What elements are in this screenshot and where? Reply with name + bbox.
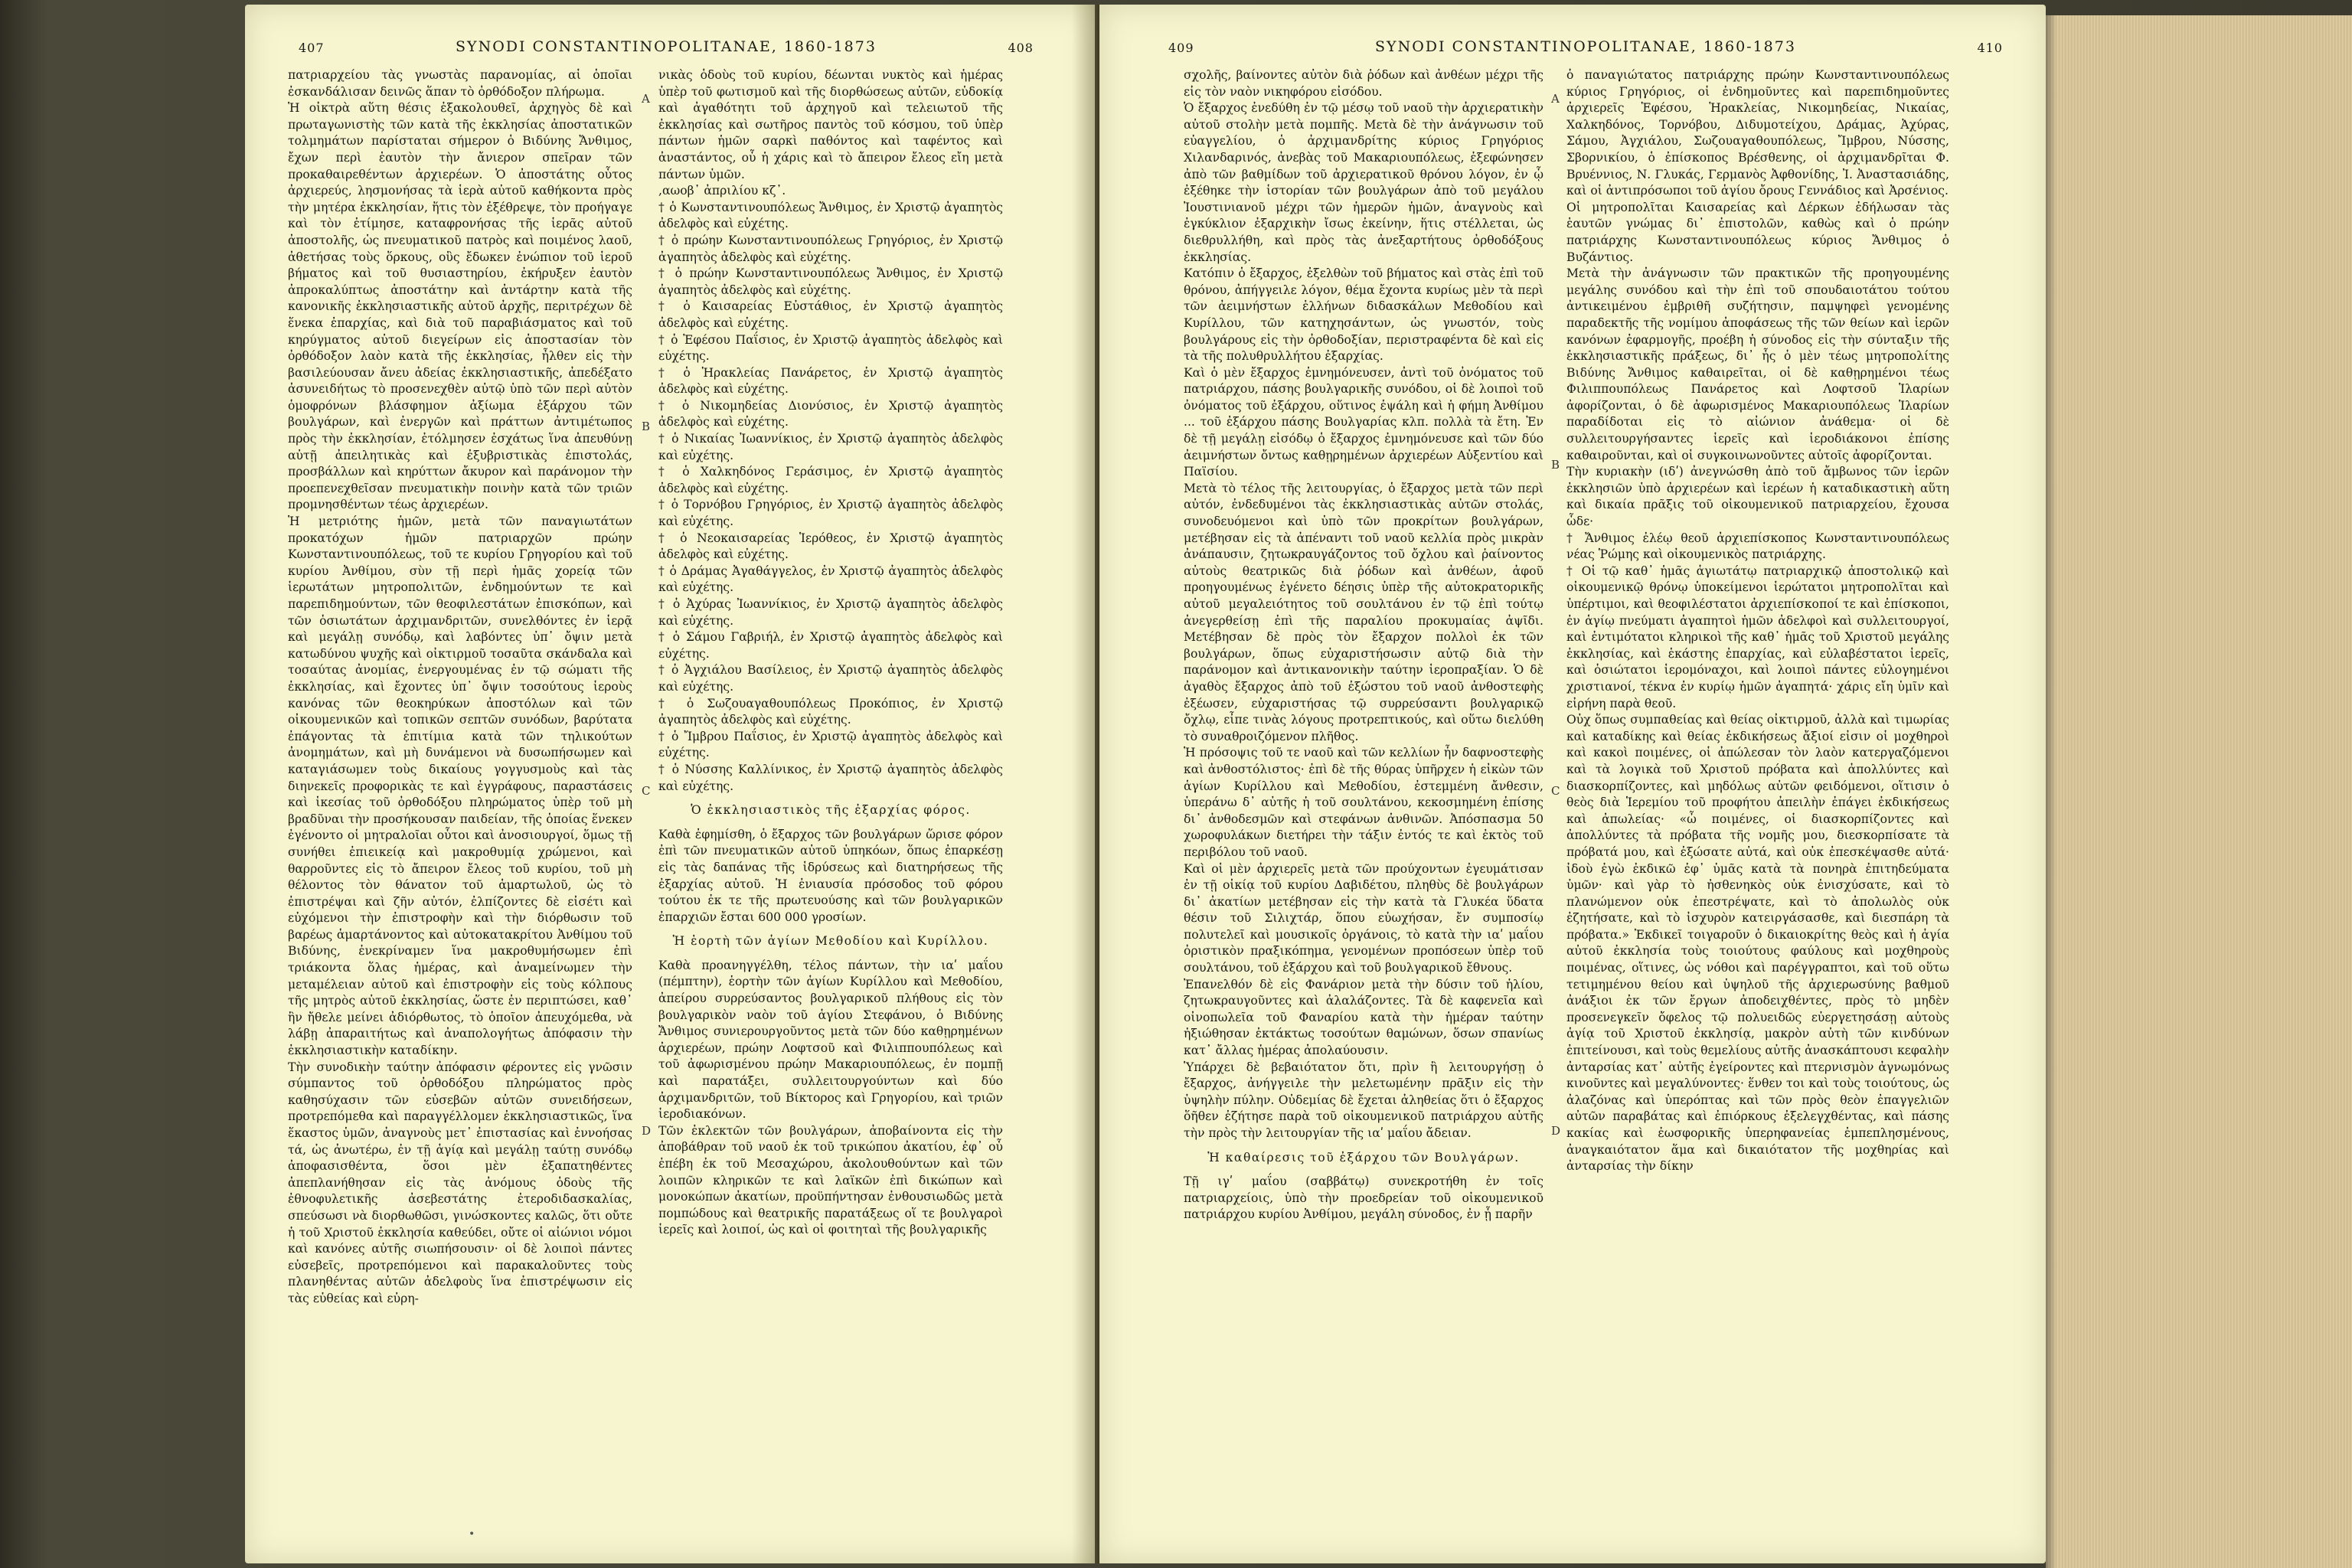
paragraph: Καθὰ ἐφημίσθη, ὁ ἔξαρχος τῶν βουλγάρων ὥρισε φόρον ἐπὶ τῶν πνευματικῶν αὐτοῦ ὑπηκόων, ὅπως ἐπαρκέσῃ εἰς τὰς δαπάνας τῆς ἱδρύσεως καὶ διατηρήσεως τῆς ἐξαρχίας αὐτοῦ. Ἡ ἐνιαυσία πρόσοδος τοῦ φόρου τούτου ἐκ τε τῆς πρωτευούσης καὶ τῶν βουλγαρικῶν ἐπαρχιῶν ἔσται 600 000 γροσίων.	[658, 827, 1003, 924]
page-number: 410	[1977, 41, 2003, 55]
margin-letter: A	[1551, 92, 1560, 106]
text-column	[658, 67, 1003, 1239]
text-column: πατριαρχείου τὰς γνωστὰς παρανομίας, αἱ ὁποῖαι ἐσκανδάλισαν δεινῶς ἅπαν τὸ ὀρθόδοξον πλήρωμα. Ἡ οἰκτρὰ αὕτη θέσις ἐξακολουθεῖ, ἀρχηγὸς δὲ καὶ πρωταγωνιστὴς τῶν κατὰ τῆς ἐκκλησίας ἀποστατικῶν τολμημάτων παρίσταται σήμερον ὁ Βιδύνης Ἄνθιμος, ἔχων περὶ ἑαυτὸν τὴν ἄνιερον σπεῖραν τῶν προκαθαιρεθέντων ἀρχιερέων. Ὁ ἀποστάτης οὗτος ἀρχιερεύς, λησμονήσας τὰ ἱερὰ αὐτοῦ καθήκοντα πρὸς τὴν μητέρα ἐκκλησίαν, ἥτις τὸν ἐξέθρεψε, τὸν προήγαγε καὶ τὸν ἐτίμησε, καταφρονήσας τῆς ἱερᾶς αὐτοῦ ἀποστολῆς, ὡς πνευματικοῦ πατρὸς καὶ ποιμένος λαοῦ, ἀθετήσας τοὺς ὅρκους, οὓς ἔδωκεν ἐνώπιον τοῦ ἱεροῦ βήματος καὶ τοῦ θυσιαστηρίου, ἐκήρυξεν ἑαυτὸν ἀπροκαλύπτως ἀποστάτην καὶ ἀντάρτην κατὰ τῆς κανονικῆς ἐκκλησιαστικῆς αὐτοῦ ἀρχῆς, περιτρέχων δὲ ἕνεκα ἐπαρχίας, καὶ διὰ τοῦ παραβιάσματος καὶ τοῦ κηρύγματος αὐτοῦ διεγείρων εἰς ἀποστασίαν τὸν ὀρθόδοξον λαὸν κατὰ τῆς ἐκκλησίας, ἦλθεν εἰς τὴν βασιλεύουσαν ἄνευ ἀδείας ἐκκλησιαστικῆς, ἀπεδέξατο ἀσυνειδήτως τὸ προσενεχθὲν αὐτῷ ὑπὸ τῶν περὶ αὐτὸν ὁμοφρόνων βλάσφημον ἀξίωμα ἐξάρχου τῶν βουλγάρων, καὶ ἐνεργῶν καὶ πράττων ἀντιμέτωπος πρὸς τὴν ἐκκλησίαν, ἐτόλμησεν ἐσχάτως ἵνα ἀπευθύνῃ αὐτῇ ἀπειλητικὰς καὶ ἐξυβριστικὰς ἐπιστολάς, προσβάλλων καὶ κηρύττων ἄκυρον καὶ παράνομον τὴν προεπενεχθεῖσαν πνευματικὴν ποινὴν κατὰ τῶν τριῶν προμνησθέντων τέως ἀρχιερέων. Ἡ μετριότης ἡμῶν, μετὰ τῶν παναγιωτάτων προκατόχων ἡμῶν πατριαρχῶν πρώην Κωνσταντινουπόλεως, τοῦ τε κυρίου Γρηγορίου καὶ τοῦ κυρίου Ἀνθίμου, σὺν τῇ περὶ ἡμᾶς χορείᾳ τῶν ἱερωτάτων μητροπολιτῶν, ἐνδημούντων τε καὶ παρεπιδημούντων, τῶν θεοφιλεστάτων ἐπισκόπων, καὶ τῶν ὁσιωτάτων ἀρχιμανδριτῶν, συνελθόντες ἐν ἱερᾷ καὶ μεγάλῃ συνόδῳ, καὶ λαβόντες ὑπ᾽ ὄψιν μετὰ κατωδύνου ψυχῆς καὶ οἰκτιρμοῦ τοσαῦτα σκάνδαλα καὶ τοσαύτας ἀνομίας, ἐνεργουμένας ἐν τῷ σώματι τῆς ἐκκλησίας, καὶ ἔχοντες ὑπ᾽ ὄψιν τοσούτους ἱεροὺς κανόνας τῶν θεοκηρύκων ἀποστόλων καὶ τῶν οἰκουμενικῶν καὶ τοπικῶν σεπτῶν συνόδων, βαρύτατα ἐπάγοντας τὰ ἐπιτίμια κατὰ τῶν τηλικούτων ἀνομημάτων, καὶ μὴ δυνάμενοι νὰ δυσωπήσωμεν καὶ καταγιάσωμεν τοὺς δικαίους γογγυσμοὺς καὶ τὰς διηνεκεῖς προφορικὰς τε καὶ ἐγγράφους, παραστάσεις καὶ ἱκεσίας τοῦ ὀρθοδόξου πληρώματος ὑπὲρ τοῦ μὴ βραδῦναι τὴν προσήκουσαν παιδείαν, τῆς ὁποίας ἕνεκεν ἐγένοντο οἱ μητραλοῖαι οὗτοι καὶ ἀνοσιουργοί, ὅμως τῇ συνήθει ἐπιεικείᾳ καὶ μακροθυμίᾳ χρώμενοι, καὶ θαρροῦντες εἰς τὸ ἄπειρον ἔλεος τοῦ κυρίου, τοῦ μὴ θέλοντος τὸν θάνατον τοῦ ἁμαρτωλοῦ, ὡς τὸ ἐπιστρέψαι καὶ ζῆν αὐτόν, ἐλπίζοντες δὲ εἰσέτι καὶ εὐχόμενοι τὴν ἐπιστροφὴν καὶ τὴν διόρθωσιν τοῦ βαρέως ἁμαρτάνοντος καὶ αὐτοκατακρίτου Ἀνθίμου τοῦ Βιδύνης, ἐνεκρίναμεν ἵνα μακροθυμήσωμεν ἐπὶ τριάκοντα ὅλας ἡμέρας, καὶ ἀναμείνωμεν τὴν μεταμέλειαν αὐτοῦ καὶ ἐπιστροφὴν εἰς τοὺς κόλπους τῆς μητρὸς αὐτοῦ ἐκκλησίας, ὥστε ἐν περιπτώσει, καθ᾽ ἣν ἤθελε μείνει ἀδιόρθωτος, τὸ ὁποῖον ἀπευχόμεθα, νὰ λάβῃ ἀπαραιτήτως καὶ ἀναπολογήτως ἀπόφασιν τὴν ἐκκλησιαστικὴν καταδίκην. Τὴν συνοδικὴν ταύτην ἀπόφασιν φέροντες εἰς γνῶσιν σύμπαντος τοῦ ὀρθοδόξου πληρώματος πρὸς καθησύχασιν τῶν εὐσεβῶν αὐτῶν συνειδήσεων, προτρεπόμεθα καὶ παραγγέλλομεν ἐκκλησιαστικῶς, ἵνα ἕκαστος ὑμῶν, ἀναγνοὺς μετ᾽ ἐπιστασίας καὶ ἐννοήσας τά, ὡς ἀνωτέρω, ἐν τῇ ἁγίᾳ καὶ μεγάλῃ ταύτῃ συνόδῳ ἀποφασισθέντα, ὅσοι μὲν ἐξαπατηθέντες ἀπεπλανήθησαν εἰς τὰς ἀνόμους ὁδοὺς τῆς ἐθνοφυλετικῆς ἀσεβεστάτης ἑτεροδιδασκαλίας, σπεύσωσι νὰ διορθωθῶσι, γινώσκοντες καλῶς, ὅτι οὔτε ἡ τοῦ Χριστοῦ ἐκκλησία καθεύδει, οὔτε οἱ αἰώνιοι νόμοι καὶ κανόνες αὐτῆς σιωπήσουσιν· οἱ δὲ λοιποὶ πάντες εὐσεβεῖς, προτρεπόμενοι καὶ παρακαλοῦντες τοὺς πλανηθέντας αὐτῶν ἀδελφοὺς ἵνα ἐπιστρέψωσιν εἰς τὰς εὐθείας καὶ εὐρη-	[288, 68, 632, 1305]
page-number: 408	[1008, 41, 1034, 55]
paragraph: σχολῆς, βαίνοντες αὐτὸν διὰ ῥόδων καὶ ἀνθέων μέχρι τῆς εἰς τὸν ναὸν νικηφόρου εἰσόδου. Ὁ ἔξαρχος ἐνεδύθη ἐν τῷ μέσῳ τοῦ ναοῦ τὴν ἀρχιερατικὴν αὐτοῦ στολὴν μετὰ πομπῆς. Μετὰ δὲ τὴν ἀνάγνωσιν τοῦ εὐαγγελίου, ὁ ἀρχιμανδρίτης κύριος Γρηγόριος Χιλανδαρινός, ἀνεβὰς τοῦ Μακαριουπόλεως, ἐξεφώνησεν ἀπὸ τῶν βαθμίδων τοῦ ἀρχιερατικοῦ θρόνου λόγον, ἐν ᾧ ἐξέθηκε τὴν ἱστορίαν τῶν βουλγάρων ἀπὸ τοῦ μεγάλου Ἰουστινιανοῦ μέχρι τῶν ἡμερῶν ἡμῶν, ἀναγνοὺς καὶ ἐγκύκλιον ἐξαρχικὴν ἴσως ἐκείνην, ἥτις στέλλεται, ὡς διεθρυλλήθη, καὶ πρὸς τὰς ἀνεξαρτήτους ὀρθοδόξους ἐκκλησίας. Κατόπιν ὁ ἔξαρχος, ἐξελθὼν τοῦ βήματος καὶ στὰς ἐπὶ τοῦ θρόνου, ἀπήγγειλε λόγον, θέμα ἔχοντα κυρίως μὲν τὰ περὶ τῶν ἀειμνήστων ἑλλήνων διδασκάλων Μεθοδίου καὶ Κυρίλλου, τῶν κατηχησάντων, ὡς γνωστόν, τοὺς βουλγάρους εἰς τὴν ὀρθοδοξίαν, περιστραφέντα δὲ καὶ εἰς τὰ τῆς πολυθρυλλήτου ἐξαρχίας. Καὶ ὁ μὲν ἔξαρχος ἐμνημόνευσεν, ἀντὶ τοῦ ὀνόματος τοῦ πατριάρχου, πάσης βουλγαρικῆς συνόδου, οἱ δὲ λοιποὶ τοῦ ὀνόματος τοῦ ἐξάρχου, οὕτινος ἐψάλη καὶ ἡ φήμη Ἀνθίμου ... τοῦ ἐξάρχου πάσης Βουλγαρίας κλπ. πολλὰ τὰ ἔτη. Ἐν δὲ τῇ μεγάλῃ εἰσόδῳ ὁ ἔξαρχος ἐμνημόνευσε καὶ τῶν δύο ἀειμνήστων ὄντως καθῃρημένων ἀρχιερέων Αὐξεντίου καὶ Παϊσίου. Μετὰ τὸ τέλος τῆς λειτουργίας, ὁ ἔξαρχος μετὰ τῶν περὶ αὐτόν, ἐνδεδυμένοι τὰς ἐκκλησιαστικὰς αὐτῶν στολάς, συνοδευόμενοι καὶ ὑπὸ τῶν προκρίτων βουλγάρων, μετέβησαν εἰς τὰ ἀπέναντι τοῦ ναοῦ κελλία πρὸς μικρὰν ἀνάπαυσιν, ζητωκραυγάζοντος τοῦ ὄχλου καὶ ῥαίνοντος αὐτοὺς θεατρικῶς διὰ ῥόδων καὶ ἀνθέων, ἀφοῦ προηγουμένως ἐγένετο δέησις ὑπὲρ τῆς αὐτοκρατορικῆς αὐτοῦ μεγαλειότητος τοῦ σουλτάνου ἐν τῷ ἐπὶ τούτῳ ἀνεγερθείσῃ ἐπὶ τῆς παραλίου προκυμαίας ἀψῖδι. Μετέβησαν δὲ πρὸς τὸν ἔξαρχον πολλοὶ ἐκ τῶν βουλγάρων, ὅπως εὐχαριστήσωσιν αὐτῷ διὰ τὴν παράνομον καὶ ἀντικανονικὴν ταύτην ἱεροπραξίαν. Ὁ δὲ ἀγαθὸς ἔξαρχος ἀπὸ τοῦ ἐξώστου τοῦ ναοῦ ἀνθοστεφὴς ἐξέωσεν, εὐχαριστήσας τῷ συρρεύσαντι βουλγαρικῷ ὄχλῳ, εἶπε τινὰς λόγους προτρεπτικούς, καὶ οὕτω διελύθη τὸ συναθροιζόμενον πλῆθος. Ἡ πρόσοψις τοῦ τε ναοῦ καὶ τῶν κελλίων ἦν δαφνοστεφὴς καὶ ἀνθοστόλιστος· ἐπὶ δὲ τῆς θύρας ὑπῆρχεν ἡ εἰκὼν τῶν ἁγίων Κυρίλλου καὶ Μεθοδίου, ἐστεμμένη ἄνθεσιν, ὑπεράνω δ᾽ αὐτῆς ἡ τοῦ σουλτάνου, κεκοσμημένη ἐπίσης δι᾽ ἀνθοδεσμῶν καὶ στεφάνων ἀνθινῶν. Ἀπόσπασμα 50 χωροφυλάκων διετήρει τὴν τάξιν ἐντός τε καὶ ἐκτὸς τοῦ περιβόλου τοῦ ναοῦ. Καὶ οἱ μὲν ἀρχιερεῖς μετὰ τῶν προύχοντων ἐγευμάτισαν ἐν τῇ οἰκίᾳ τοῦ κυρίου Δαβιδέτου, πληθὺς δὲ βουλγάρων δι᾽ ἀκατίων μετέβησαν εἰς τὴν κατὰ τὰ Γλυκέα ὕδατα θέσιν τοῦ Σιλιχτάρ, ὅπου εὐωχήσαν, ἔν συμποσίῳ πολυτελεῖ καὶ μουσικοῖς ὀργάνοις, τὸ κατὰ τὴν ιαʹ μαΐου ὀριστικὸν πραξικόπημα, γενομένων προπόσεων ὑπὲρ τοῦ σουλτάνου, τοῦ ἐξάρχου καὶ τοῦ βουλγαρικοῦ ἔθνους. Ἐπανελθόν δὲ εἰς Φανάριον μετὰ τὴν δύσιν τοῦ ἡλίου, ζητωκραυγοῦντες καὶ ἀλαλάζοντες. Τὰ δὲ καφενεῖα καὶ οἰνοπωλεῖα τοῦ Φαναρίου κατὰ τὴν ἡμέραν ταύτην ἠξιώθησαν ἐκτάκτως τοσούτων θαμώνων, ὅσων σπανίως κατ᾽ ἄλλας ἡμέρας ἀπολαύουσιν. Ὑπάρχει δὲ βεβαιότατον ὅτι, πρὶν ἢ λειτουργήσῃ ὁ ἔξαρχος, ἀνήγγειλε τὴν μελετωμένην πρᾶξιν εἰς τὴν ὑψηλὴν πύλην. Οὐδεμίας δὲ ἔχεται ἀληθείας ὅτι ὁ ἔξαρχος ὅῆθεν ἐζήτησε παρὰ τοῦ οἰκουμενικοῦ πατριάρχου αὐτῆς τὴν πρὸς τὴν λειτουργίαν τῆς ιαʹ μαΐου ἄδειαν.	[1184, 68, 1544, 1140]
margin-letter: D	[1551, 1124, 1561, 1138]
right-page	[1099, 5, 2046, 1563]
margin-letter: C	[642, 784, 651, 798]
text-column: ὁ παναγιώτατος πατριάρχης πρώην Κωνσταντινουπόλεως κύριος Γρηγόριος, οἱ ἐνδημοῦντες καὶ παρεπιδημοῦντες ἀρχιερεῖς Ἐφέσου, Ἡρακλείας, Νικομηδείας, Νικαίας, Χαλκηδόνος, Τορνόβου, Διδυμοτείχου, Δράμας, Ἀχύρας, Σάμου, Ἀγχιάλου, Σωζουαγαθουπόλεως, Ἴμβρου, Νύσσης, Σβορνικίου, ὁ ἐπίσκοπος Βρέσθενης, οἱ ἀρχιμανδρῖται Φ. Βρυέννιος, Ν. Γλυκάς, Γερμανὸς Ἀφθονίδης, Ἰ. Ἀναστασιάδης, καὶ οἱ ἀντιπρόσωποι τοῦ ἁγίου ὄρους Γεννάδιος καὶ Ἀρσένιος. Οἱ μητροπολῖται Καισαρείας καὶ Δέρκων ἐδήλωσαν τὰς ἑαυτῶν γνώμας δι᾽ ἐπιστολῶν, καθὼς καὶ ὁ πρώην πατριάρχης Κωνσταντινουπόλεως κύριος Ἄνθιμος ὁ Βυζάντιος. Μετὰ τὴν ἀνάγνωσιν τῶν πρακτικῶν τῆς προηγουμένης μεγάλης συνόδου καὶ τὴν ἐπὶ τοῦ σπουδαιοτάτου τούτου ἀντικειμένου ἐμβριθῆ συζήτησιν, παμψηφεὶ γενομένης παραδεκτῆς τῆς νομίμου ἀποφάσεως τῆς τῶν θείων καὶ ἱερῶν κανόνων ἐφαρμογῆς, προέβη ἡ σύνοδος εἰς τὴν σύνταξιν τῆς ἐκκλησιαστικῆς πράξεως, δι᾽ ἧς ὁ μὲν τέως μητροπολίτης Βιδύνης Ἄνθιμος καθαιρεῖται, οἱ δὲ καθῃρημένοι τέως Φιλιππουπόλεως Πανάρετος καὶ Λοφτσοῦ Ἱλαρίων ἀφορίζονται, ὁ δὲ ἀφωρισμένος Μακαριουπόλεως Ἱλαρίων παραδίδοται εἰς τὸ αἰώνιον ἀνάθεμα· οἱ δὲ συλλειτουργήσαντες ἱερεῖς καὶ ἱεροδιάκονοι ἐπίσης καθαιροῦνται, καὶ οἱ συγκοινωνοῦντες αὐτοῖς ἀφορίζονται. Τὴν κυριακὴν (ιδʹ) ἀνεγνώσθη ἀπὸ τοῦ ἄμβωνος τῶν ἱερῶν ἐκκλησιῶν ὑπὸ ἀρχιερέων καὶ ἱερέων ἡ καταδικαστικὴ αὕτη καὶ δικαία πρᾶξις τοῦ οἰκουμενικοῦ πατριαρχείου, ἔχουσα ὧδε· † Ἄνθιμος ἐλέῳ θεοῦ ἀρχιεπίσκοπος Κωνσταντινουπόλεως νέας Ῥώμης καὶ οἰκουμενικὸς πατριάρχης. † Οἱ τῷ καθ᾽ ἡμᾶς ἁγιωτάτῳ πατριαρχικῷ ἀποστολικῷ καὶ οἰκουμενικῷ θρόνῳ ὑποκείμενοι ἱερώτατοι μητροπολῖται καὶ ὑπέρτιμοι, καὶ θεοφιλέστατοι ἀρχιεπίσκοποί τε καὶ ἐπίσκοποι, ἐν ἁγίῳ πνεύματι ἀγαπητοὶ ἡμῶν ἀδελφοὶ καὶ συλλειτουργοί, καὶ ἐντιμότατοι κληρικοὶ τῆς καθ᾽ ἡμᾶς τοῦ Χριστοῦ μεγάλης ἐκκλησίας, καὶ ἑκάστης ἐπαρχίας, καὶ εὐλαβέστατοι ἱερεῖς, καὶ ὁσιώτατοι ἱερομόναχοι, καὶ λοιποὶ πάντες εὐλογημένοι χριστιανοί, τέκνα ἐν κυρίῳ ἡμῶν ἀγαπητά· χάρις εἴη ὑμῖν καὶ εἰρήνη παρὰ θεοῦ. Οὐχ ὅπως συμπαθείας καὶ θείας οἰκτιρμοῦ, ἀλλὰ καὶ τιμωρίας καὶ καταδίκης καὶ θείας ἐκδικήσεως ἄξιοί εἰσιν οἱ μοχθηροὶ καὶ κακοὶ ποιμένες, οἱ ἀπώλεσαν τὸν λαὸν κατεργαζόμενοι καὶ τὰ λογικὰ τοῦ Χριστοῦ πρόβατα καὶ ἀπολλύντες καὶ διασκορπίζοντες, καὶ μηδόλως αὐτῶν φειδόμενοι, οἵτισιν ὁ θεὸς διὰ Ἱερεμίου τοῦ προφήτου ἀπειλὴν ἐπάγει ἐκδικήσεως καὶ ἀπωλείας· «ὦ ποιμένες, οἱ διασκορπίζοντες καὶ ἀπολλύντες τὰ πρόβατα τῆς νομῆς μου, διεσκορπίσατε τὰ πρόβατά μου, καὶ ἐξώσατε αὐτά, καὶ οὐκ ἐπεσκέψασθε αὐτά· ἰδοὺ ἐγὼ ἐκδικῶ ἐφ᾽ ὑμᾶς κατὰ τὰ πονηρὰ ἐπιτηδεύματα ὑμῶν· καὶ γὰρ τὸ ἠσθενηκὸς οὐκ ἐνισχύσατε, καὶ τὸ πλανώμενον οὐκ ἐπεστρέψατε, καὶ τὸ ἀπολωλὸς οὐκ ἐζητήσατε, καὶ τὸ ἰσχυρὸν κατειργάσασθε, καὶ διεσπάρη τὰ πρόβατα.» Ἐκδικεῖ τοιγαροῦν ὁ δικαιοκρίτης θεὸς καὶ ἡ ἁγία αὐτοῦ ἐκκλησία τοὺς τοιούτους φαύλους καὶ μοχθηροὺς ποιμένας, οἵτινες, ὡς νόθοι καὶ παρέγγραπτοι, καὶ τοῦ οὕτω τετιμημένου θείου καὶ ὑψηλοῦ τῆς ἀρχιερωσύνης βαθμοῦ ἀνάξιοι ἐκ τῶν ἔργων ἀποδειχθέντες, πρὸς τὸ μηδὲν προσενεγκεῖν ὄφελος τῷ πολυειδῶς εὐεργετησάσῃ αὐτοὺς ἁγίᾳ τοῦ Χριστοῦ ἐκκλησίᾳ, μακρὸν αὐτὴ τῶν κινδύνων ἐπιτείνουσι, καὶ τοὺς θεμελίους αὐτῆς ἀνασκάπτουσι κεφαλὴν ἀνταρσίας κατ᾽ αὐτῆς ἐγείροντες καὶ πτερνισμὸν ἀγνωμόνως κινοῦντες καὶ μεγαλύνοντες· ἕνθεν τοι καὶ τοὺς τοιούτους, ὡς ἀλαζόνας καὶ ὑπερόπτας καὶ τῶν πρὸς θεὸν ἐπαγγελιῶν αὐτῶν παραβάτας καὶ ἐπιόρκους ἐξελεγχθέντας, καὶ πάσης κακίας καὶ ἐωσφορικῆς ὑπερηφανείας ἐμπεπλησμένους, ἀναγκαιότατον ἅμα καὶ δικαιότατον τῆς μοχθηρίας καὶ ἀνταρσίας τὴν δίκην	[1566, 68, 1949, 1174]
margin-letter: C	[1551, 784, 1560, 798]
paragraph: Καθὰ προανηγγέλθη, τέλος πάντων, τὴν ιαʹ μαΐου (πέμπτην), ἑορτὴν τῶν ἁγίων Κυρίλλου καὶ Μεθοδίου, ἀπείρου συρρεύσαντος βουλγαρικοῦ πλήθους εἰς τὸν βουλγαρικὸν ναὸν τοῦ ἁγίου Στεφάνου, ὁ Βιδύνης Ἄνθιμος συνιερουργοῦντος μετὰ τῶν δύο καθῃρημένων ἀρχιερέων, πρώην Λοφτσοῦ καὶ Φιλιππουπόλεως καὶ τοῦ ἀφωρισμένου πρώην Μακαριουπόλεως, ἐν πομπῇ καὶ παρατάξει, συλλειτουργούντων καὶ δύο ἀρχιμανδριτῶν, τοῦ Βίκτορος καὶ Γρηγορίου, καὶ τριῶν ἱεροδιακόνων. Τῶν ἐκλεκτῶν τῶν βουλγάρων, ἀποβαίνοντα εἰς τὴν ἀποβάθραν τοῦ ναοῦ ἐκ τοῦ τρικώπου ἀκατίου, ἐφ᾽ οὗ ἐπέβη ἐκ τοῦ Μεσαχώρου, ἀκολουθούντων καὶ τῶν λοιπῶν κληρικῶν τε καὶ λαϊκῶν ἐπὶ δικώπων καὶ μονοκώπων ἀκατίων, προϋπήντησαν ἐνθουσιωδῶς μετὰ πομπώδους καὶ θεατρικῆς παρατάξεως οἵ τε βουλγαροὶ ἱερεῖς καὶ λοιποί, ὡς καὶ οἱ φοιτηταὶ τῆς βουλγαρικῆς	[658, 958, 1003, 1237]
section-heading: Ἡ ἑορτὴ τῶν ἁγίων Μεθοδίου καὶ Κυρίλλου.	[672, 934, 989, 949]
page-edge-shadow	[2046, 15, 2056, 1568]
margin-letter: B	[1551, 458, 1560, 472]
text-column	[1184, 67, 1544, 1223]
section-heading: Ἡ καθαίρεσις τοῦ ἐξάρχου τῶν Βουλγάρων.	[1207, 1150, 1520, 1165]
book-page-edges	[2046, 15, 2352, 1568]
page-number: 409	[1168, 41, 1194, 55]
margin-letter: D	[642, 1124, 652, 1138]
right-page-header	[1168, 38, 2003, 55]
margin-letter: A	[642, 92, 650, 106]
section-heading: Ὁ ἐκκλησιαστικὸς τῆς ἐξαρχίας φόρος.	[691, 803, 971, 818]
left-page	[245, 5, 1095, 1563]
left-page-header	[299, 38, 1034, 55]
margin-letter: B	[642, 420, 651, 433]
paragraph: Τῇ ιγʹ μαΐου (σαββάτῳ) συνεκροτήθη ἐν τοῖς πατριαρχείοις, ὑπὸ τὴν προεδρείαν τοῦ οἰκουμενικοῦ πατριάρχου κυρίου Ἀνθίμου, μεγάλη σύνοδος, ἐν ᾗ παρῆν	[1184, 1174, 1544, 1222]
page-number: 407	[299, 41, 325, 55]
bottom-mark: •	[469, 1528, 475, 1540]
running-title: SYNODI CONSTANTINOPOLITANAE, 1860-1873	[1375, 38, 1796, 55]
running-title: SYNODI CONSTANTINOPOLITANAE, 1860-1873	[456, 38, 877, 55]
signatures-block: νικὰς ὁδοὺς τοῦ κυρίου, δέωνται νυκτὸς καὶ ἡμέρας ὑπὲρ τοῦ φωτισμοῦ καὶ τῆς διορθώσεως αὐτῶν, εὐδοκίᾳ καὶ ἀγαθότητι τοῦ ἀρχηγοῦ καὶ τελειωτοῦ τῆς ἐκκλησίας καὶ σωτῆρος παντὸς τοῦ κόσμου, τοῦ ὑπὲρ πάντων ἡμῶν σαρκὶ παθόντος καὶ ταφέντος καὶ ἀναστάντος, οὗ ἡ χάρις καὶ τὸ ἄπειρον ἔλεος εἴη μετὰ πάντων ὑμῶν. ,αωοβ᾽ ἀπριλίου κζ᾽. † ὁ Κωνσταντινουπόλεως Ἄνθιμος, ἐν Χριστῷ ἀγαπητὸς ἀδελφὸς καὶ εὐχέτης. † ὁ πρώην Κωνσταντινουπόλεως Γρηγόριος, ἐν Χριστῷ ἀγαπητὸς ἀδελφὸς καὶ εὐχέτης. † ὁ πρώην Κωνσταντινουπόλεως Ἄνθιμος, ἐν Χριστῷ ἀγαπητὸς ἀδελφὸς καὶ εὐχέτης. † ὁ Καισαρείας Εὐστάθιος, ἐν Χριστῷ ἀγαπητὸς ἀδελφὸς καὶ εὐχέτης. † ὁ Ἐφέσου Παΐσιος, ἐν Χριστῷ ἀγαπητὸς ἀδελφὸς καὶ εὐχέτης. † ὁ Ἡρακλείας Πανάρετος, ἐν Χριστῷ ἀγαπητὸς ἀδελφὸς καὶ εὐχέτης. † ὁ Νικομηδείας Διονύσιος, ἐν Χριστῷ ἀγαπητὸς ἀδελφὸς καὶ εὐχέτης. † ὁ Νικαίας Ἰωαννίκιος, ἐν Χριστῷ ἀγαπητὸς ἀδελφὸς καὶ εὐχέτης. † ὁ Χαλκηδόνος Γεράσιμος, ἐν Χριστῷ ἀγαπητὸς ἀδελφὸς καὶ εὐχέτης. † ὁ Τορνόβου Γρηγόριος, ἐν Χριστῷ ἀγαπητὸς ἀδελφὸς καὶ εὐχέτης. † ὁ Νεοκαισαρείας Ἱερόθεος, ἐν Χριστῷ ἀγαπητὸς ἀδελφὸς καὶ εὐχέτης. † ὁ Δράμας Ἀγαθάγγελος, ἐν Χριστῷ ἀγαπητὸς ἀδελφὸς καὶ εὐχέτης. † ὁ Ἀχύρας Ἰωαννίκιος, ἐν Χριστῷ ἀγαπητὸς ἀδελφὸς καὶ εὐχέτης. † ὁ Σάμου Γαβριήλ, ἐν Χριστῷ ἀγαπητὸς ἀδελφὸς καὶ εὐχέτης. † ὁ Ἀγχιάλου Βασίλειος, ἐν Χριστῷ ἀγαπητὸς ἀδελφὸς καὶ εὐχέτης. † ὁ Σωζουαγαθουπόλεως Προκόπιος, ἐν Χριστῷ ἀγαπητὸς ἀδελφὸς καὶ εὐχέτης. † ὁ Ἴμβρου Παΐσιος, ἐν Χριστῷ ἀγαπητὸς ἀδελφὸς καὶ εὐχέτης. † ὁ Νύσσης Καλλίνικος, ἐν Χριστῷ ἀγαπητὸς ἀδελφὸς καὶ εὐχέτης.	[658, 68, 1003, 793]
